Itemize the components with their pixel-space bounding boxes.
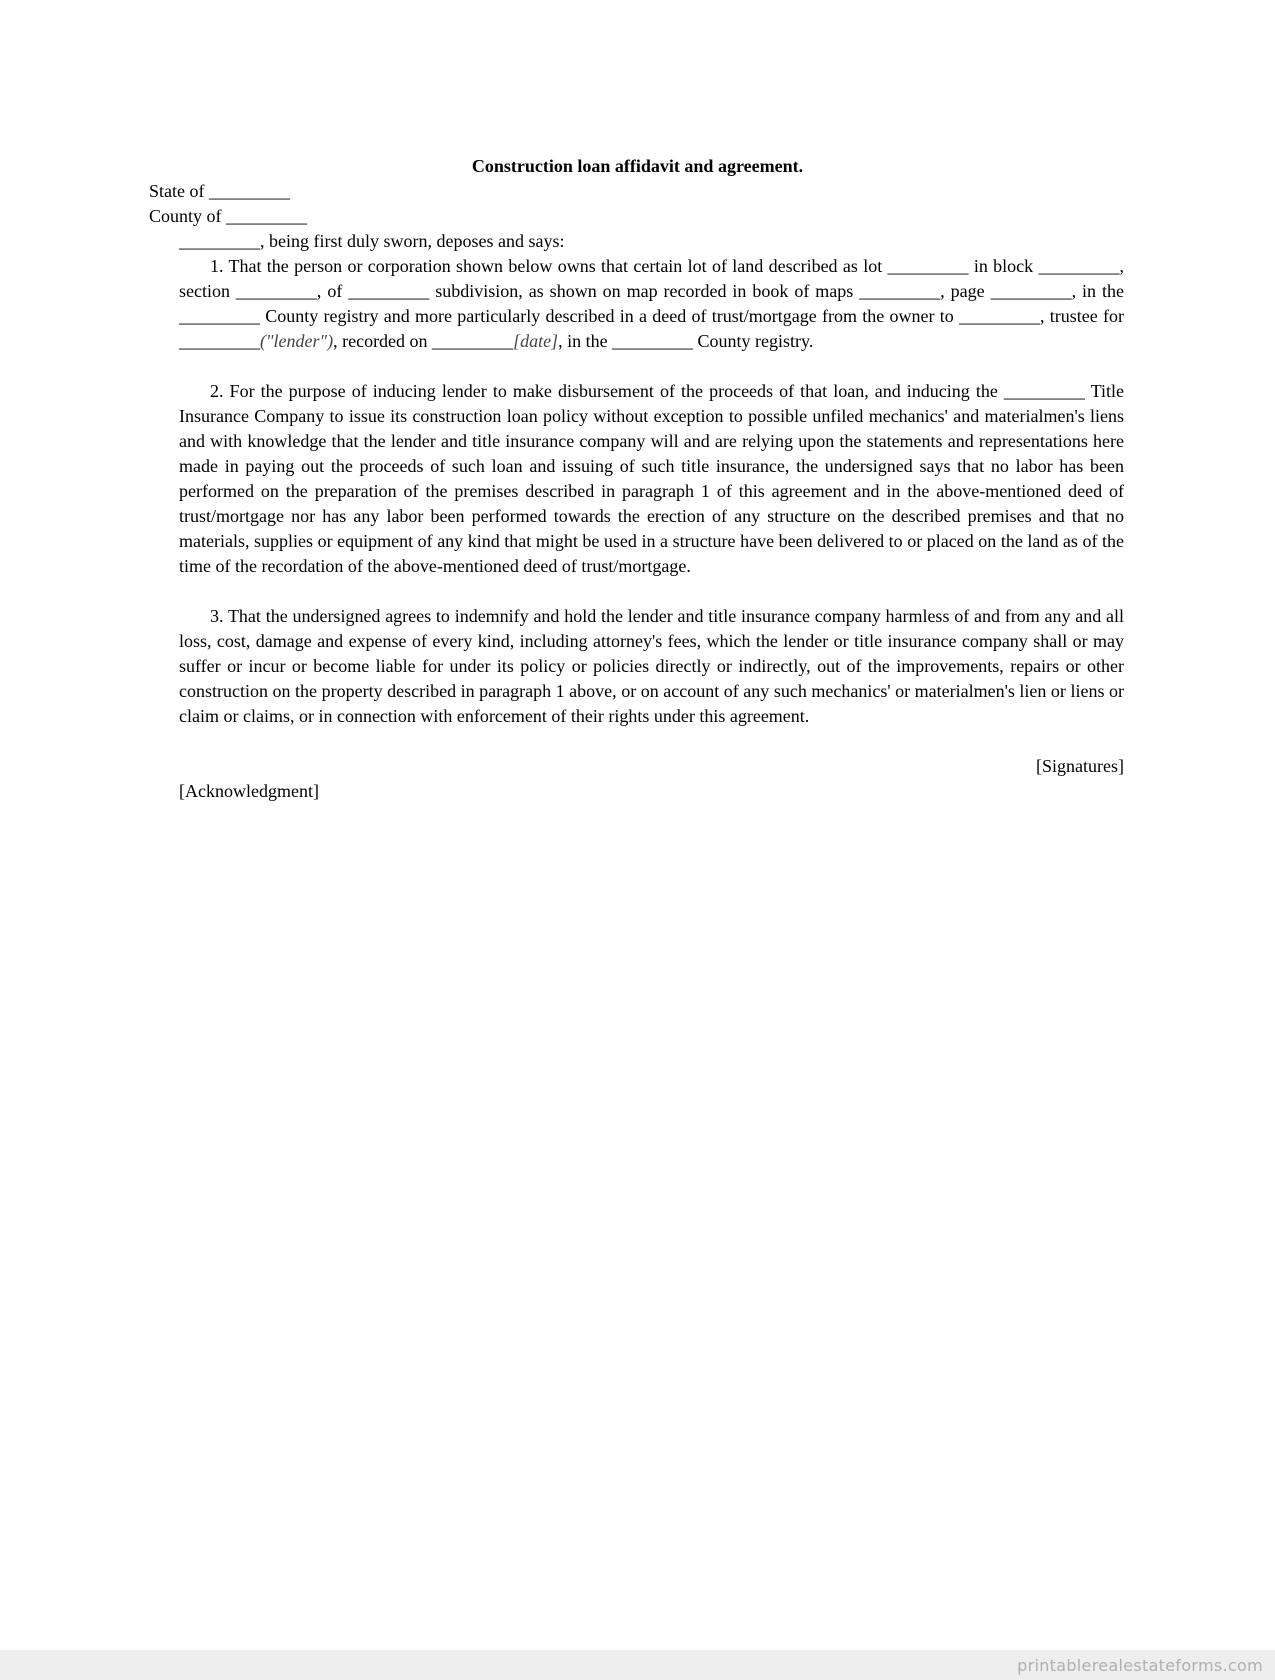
footer-bar [0, 1650, 1275, 1680]
paragraph-2: 2. For the purpose of inducing lender to make disbursement of the proceeds of that loan, and inducing the _________ Title Insurance Company to issue its construction loan policy without exception to possible unfiled mechanics' and materialmen's liens and with knowledge that the lender and title insurance company will and are relying upon the statements and representations here made in paying out the proceeds of such loan and issuing of such title insurance, the undersigned says that no labor has been performed on the preparation of the premises described in paragraph 1 of this agreement and in the above-mentioned deed of trust/mortgage nor has any labor been performed towards the erection of any structure on the described premises and that no materials, supplies or equipment of any kind that might be used in a structure have been delivered to or placed on the land as of the time of the recordation of the above-mentioned deed of trust/mortgage. [179, 381, 1124, 576]
paragraph-1 [179, 254, 1124, 354]
paragraph-1-text-a: 1. That the person or corporation shown below owns that certain lot of land described as lot _________ in block _________, section _________, of _________ subdivision, as shown on map recorded in book of maps _________, page _________, in the _________ County registry and more particularly described in a deed of trust/mortgage from the owner to _________, trustee for _________ [179, 256, 1124, 351]
paragraph-1-text-b: , recorded on _________ [333, 331, 514, 351]
state-line: State of _________ [149, 181, 290, 201]
acknowledgment-placeholder: [Acknowledgment] [179, 781, 319, 801]
paragraph-3: 3. That the undersigned agrees to indemnify and hold the lender and title insurance company harmless of and from any and all loss, cost, damage and expense of every kind, including attorney's fees, which the lender or title insurance company shall or may suffer or incur or become liable for under its policy or policies directly or indirectly, out of the improvements, repairs or other construction on the property described in paragraph 1 above, or on account of any such mechanics' or materialmen's lien or liens or claim or claims, or in connection with enforcement of their rights under this agreement. [179, 606, 1124, 726]
signatures-placeholder: [Signatures] [1036, 756, 1124, 776]
affiant-intro: _________, being first duly sworn, deposes and says: [179, 231, 565, 251]
document-title: Construction loan affidavit and agreement. [471, 156, 804, 176]
county-line: County of _________ [149, 206, 308, 226]
date-label: [date] [513, 331, 559, 351]
paragraph-1-text-c: , in the _________ County registry. [558, 331, 814, 351]
lender-label: ("lender") [260, 331, 334, 351]
footer-site-link[interactable]: printablerealestateforms.com [1017, 1656, 1263, 1675]
